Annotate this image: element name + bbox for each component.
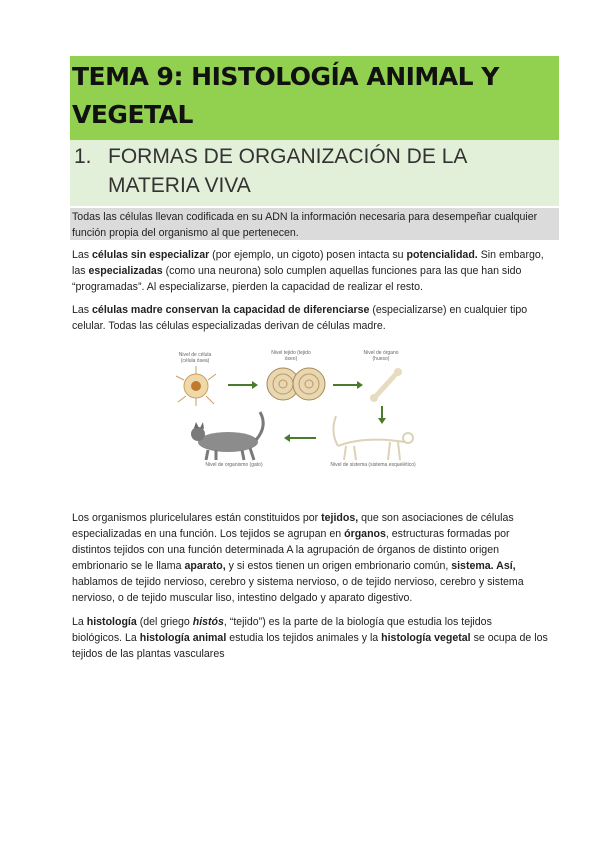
paragraph-tissues (72, 510, 557, 606)
para4-line-3: tejidos de las plantas vasculares (72, 648, 225, 660)
title-line-2: VEGETAL (72, 100, 193, 129)
organization-diagram (168, 346, 430, 470)
paragraph-histology (72, 614, 557, 662)
title-line-1: TEMA 9: HISTOLOGÍA ANIMAL Y (72, 62, 499, 91)
cat-skeleton-illustration (333, 416, 413, 460)
page-title (72, 58, 552, 134)
para3-line-6: nervioso, o de tejido muscular liso, intestino delgado y aparato digestivo. (72, 592, 413, 604)
para2-line-2: celular. Todas las células especializadas derivan de células madre. (72, 320, 386, 332)
intro-line-2: función propia del organismo al que pertenecen. (72, 227, 299, 239)
para2-line-1: Las células madre conservan la capacidad de diferenciarse (especializarse) en cualquier tipo (72, 304, 528, 316)
bone-tissue-illustration (267, 368, 325, 400)
bone-cell-illustration (176, 366, 216, 406)
organization-levels-figure (168, 346, 430, 470)
tissue-level-label: Nivel tejido (tejido óseo) (271, 350, 311, 362)
section-heading-line-2: MATERIA VIVA (108, 174, 251, 197)
section-heading-line-1: FORMAS DE ORGANIZACIÓN DE LA (108, 145, 468, 168)
arrow-right-2 (333, 381, 363, 389)
section-heading (108, 142, 548, 200)
para1-line-3: “programadas”. Al especializarse, pierden la capacidad de realizar el resto. (72, 281, 423, 293)
intro-line-1: Todas las células llevan codificada en su ADN la información necesaria para desempeñar cualquier (72, 211, 538, 223)
cat-illustration (191, 412, 263, 460)
bone-organ-illustration (370, 368, 402, 402)
cell-level-label: Nivel de célula (célula ósea) (178, 352, 212, 364)
section-number: 1. (74, 145, 92, 168)
para4-line-1: La histología (del griego histós, “tejido”) es la parte de la biología que estudia los tejidos (72, 616, 492, 628)
organ-level-label: Nivel de órgano (hueso) (363, 350, 399, 362)
para3-line-3: distintos tejidos con una función determinada A la agrupación de órganos de distinto origen (72, 544, 499, 556)
para1-line-1: Las células sin especializar (por ejemplo, un cigoto) posen intacta su potencialidad. Sin embargo, (72, 249, 544, 261)
paragraph-specialization (72, 247, 557, 295)
system-level-label: Nivel de sistema (sistema esquelético) (330, 462, 416, 468)
organism-level-label: Nivel de organismo (gato) (205, 462, 263, 468)
para3-line-5: hablamos de tejido nervioso, cerebro y sistema nervioso, o de tejido nervioso, cerebro y sistema (72, 576, 524, 588)
para3-line-4: embrionario se le llama aparato, y si estos tienen un origen embrionario común, sistema. Así, (72, 560, 516, 572)
arrow-down (378, 406, 386, 424)
para3-line-2: especializadas en una función. Los tejidos se agrupan en órganos, estructuras formadas por (72, 528, 510, 540)
para3-line-1: Los organismos pluricelulares están constituidos por tejidos, que son asociaciones de células (72, 512, 514, 524)
paragraph-stem-cells (72, 302, 557, 334)
para1-line-2: las especializadas (como una neurona) solo cumplen aquellas funciones para las que han sido (72, 265, 522, 277)
intro-paragraph (72, 209, 557, 241)
arrow-left (284, 434, 316, 442)
para4-line-2: biológicos. La histología animal estudia los tejidos animales y la histología vegetal se ocupa de los (72, 632, 548, 644)
arrow-right-1 (228, 381, 258, 389)
